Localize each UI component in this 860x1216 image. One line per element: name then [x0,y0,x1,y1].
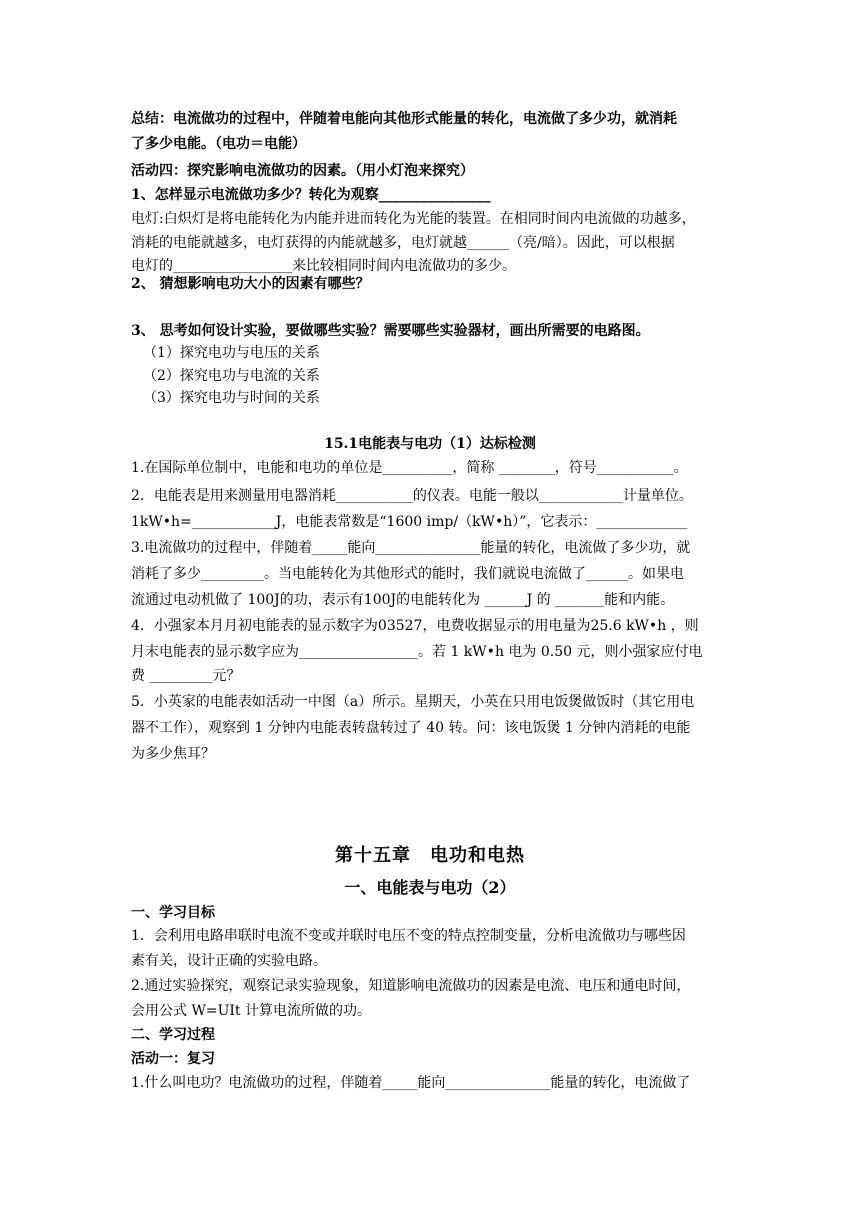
summary-text: 总结：电流做功的过程中，伴随着电能向其他形式能量的转化，电流做了多少功，就消耗 [131,111,677,127]
test-line-12: 为多少焦耳？ [131,746,215,762]
test-line-3: 1kW•h=____________J，电能表常数是“1600 imp/（kW•h）”，它表示：_____________ [131,514,688,530]
summary-line-2: 了多少电能。（电功＝电能） [131,136,306,152]
lamp-text-line-1: 电灯:白炽灯是将电能转化为内能并进而转化为光能的装置。在相同时间内电流做的功越多， [131,211,696,227]
lamp-text-line-3: 电灯的_________________来比较相同时间内电流做功的多少。 [131,258,516,274]
goal-2-line-2: 会用公式 W=UIt 计算电流所做的功。 [131,1003,371,1019]
sub-item-3: （3）探究电功与时间的关系 [143,390,320,406]
goal-1-line-1: 1．会利用电路串联时电流不变或并联时电压不变的特点控制变量，分析电流做功与哪些因 [131,928,686,944]
test-line-4: 3.电流做功的过程中，伴随着_____能向_______________能量的转化，电流做了多少功，就 [131,540,691,556]
test-line-11: 器不工作），观察到 1 分钟内电能表转盘转过了 40 转。问：该电饭煲 1 分钟内消耗的电能 [131,720,691,736]
test-line-7: 4．小强家本月月初电能表的显示数字为03527，电费收据显示的用电量为25.6 kW•h ，则 [131,618,699,634]
test-line-6: 流通过电动机做了 100J的功，表示有100J的电能转化为 ______J 的 _______能和内能。 [131,592,675,608]
review-question-1: 1.什么叫电功？电流做功的过程，伴随着_____能向_______________能量的转化，电流做了 [131,1075,691,1091]
process-heading: 二、学习过程 [131,1027,215,1043]
sub-item-2: （2）探究电功与电流的关系 [143,368,320,384]
activity4-title: 活动四：探究影响电流做功的因素。（用小灯泡来探究） [131,163,474,179]
summary-line-1 [131,108,730,130]
section-subtitle: 一、电能表与电功（2） [344,878,516,897]
goal-2-line-1: 2.通过实验探究，观察记录实验现象，知道影响电流做功的因素是电流、电压和通电时间， [131,978,691,994]
goals-heading: 一、学习目标 [131,905,215,921]
test-line-5: 消耗了多少_________。当电能转化为其他形式的能时，我们就说电流做了______。如果电 [131,566,684,582]
test-line-1: 1.在国际单位制中，电能和电功的单位是__________，简称 ________，符号___________。 [131,460,688,476]
activity1-heading: 活动一：复习 [131,1051,215,1067]
test-line-9: 费 _________元？ [131,668,241,684]
question-2: 2、 猜想影响电功大小的因素有哪些？ [131,276,370,292]
test-line-8: 月末电能表的显示数字应为_________________。若 1 kW•h 电为 0.50 元，则小强家应付电 [131,644,703,660]
goal-1-line-2: 素有关，设计正确的实验电路。 [131,953,327,969]
sub-item-1: （1）探究电功与电压的关系 [143,345,320,361]
lamp-text-line-2: 消耗的电能就越多，电灯获得的内能就越多，电灯就越______（亮/暗）。因此，可以根据 [131,235,675,251]
test-line-10: 5．小英家的电能表如活动一中图（a）所示。星期天，小英在只用电饭煲做饭时（其它用电 [131,694,695,710]
test-title: 15.1电能表与电功（1）达标检测 [324,436,536,452]
question-1: 1、怎样显示电流做功多少？转化为观察________________ [131,187,491,203]
chapter-title: 第十五章 电功和电热 [335,845,525,866]
test-line-2: 2．电能表是用来测量用电器消耗___________的仪表。电能一般以____________计量单位。 [131,488,693,504]
question-3: 3、 思考如何设计实验，要做哪些实验？需要哪些实验器材，画出所需要的电路图。 [131,323,650,339]
